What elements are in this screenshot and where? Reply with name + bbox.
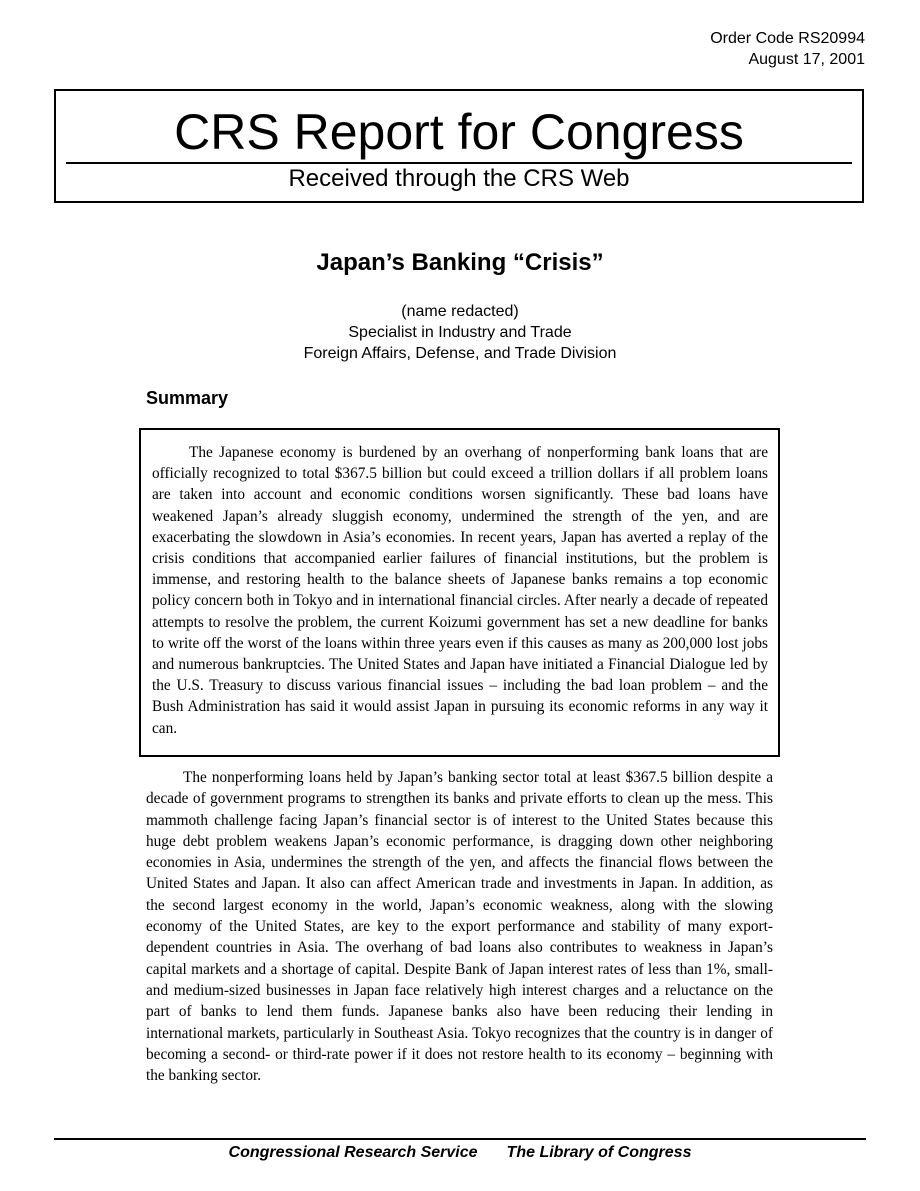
body-paragraph: The nonperforming loans held by Japan’s banking sector total at least $367.5 billion despite a decade of government programs to strengthen its banks and private efforts to clean up the mess. This mammoth challenge facing Japan’s financial sector is of interest to the United States because this huge debt problem weakens Japan’s economic performance, is dragging down other neighboring economies in Asia, undermines the strength of the yen, and affects the financial flows between the United States and Japan. It also can affect American trade and investments in Japan. In addition, as the second largest economy in the world, Japan’s economic weakness, along with the slowing economy of the United States, are key to the export performance and stability of many export-dependent countries in Asia. The overhang of bad loans also contributes to weakness in Japan’s capital markets and a shortage of capital. Despite Bank of Japan interest rates of less than 1%, small- and medium-sized businesses in Japan face relatively high interest charges and a reluctance on the part of banks to lend them funds. Japanese banks also have been reducing their lending in international markets, particularly in Southeast Asia. Tokyo recognizes that the country is in danger of becoming a second- or third-rate power if it does not restore health to its economy – beginning with the banking sector. <box>146 769 773 1085</box>
author-name: (name redacted) <box>401 303 519 320</box>
report-banner <box>54 89 864 203</box>
author-position: Specialist in Industry and Trade <box>348 324 572 341</box>
summary-heading: Summary <box>146 388 229 408</box>
order-code-block <box>710 28 865 70</box>
order-code: Order Code RS20994 <box>710 30 865 47</box>
author-block <box>0 301 920 364</box>
author-division: Foreign Affairs, Defense, and Trade Division <box>303 345 617 362</box>
summary-text: The Japanese economy is burdened by an overhang of nonperforming bank loans that are officially recognized to total $367.5 billion but could exceed a trillion dollars if all problem loans are taken into account and economic conditions worsen significantly. These bad loans have weakened Japan’s already sluggish economy, undermined the strength of the yen, and are exacerbating the slowdown in Asia’s economies. In recent years, Japan has averted a replay of the crisis conditions that accompanied earlier failures of financial institutions, but the problem is immense, and restoring health to the balance sheets of Japanese banks remains a top economic policy concern both in Tokyo and in international financial circles. After nearly a decade of repeated attempts to resolve the problem, the current Koizumi government has set a new deadline for banks to write off the worst of the loans within three years even if this causes as many as 200,000 lost jobs and numerous bankruptcies. The United States and Japan have initiated a Financial Dialogue led by the U.S. Treasury to discuss various financial issues – including the bad loan problem – and the Bush Administration has said it would assist Japan in pursuing its economic reforms in any way it can. <box>152 444 768 737</box>
footer-left: Congressional Research Service <box>228 1144 478 1161</box>
footer-right: The Library of Congress <box>506 1144 692 1161</box>
summary-box <box>139 428 780 757</box>
banner-title: CRS Report for Congress <box>174 104 744 160</box>
page-footer <box>0 1143 920 1163</box>
banner-subtitle: Received through the CRS Web <box>288 165 630 192</box>
document-title: Japan’s Banking “Crisis” <box>316 249 604 276</box>
footer-divider <box>54 1138 866 1140</box>
report-date: August 17, 2001 <box>748 51 865 68</box>
